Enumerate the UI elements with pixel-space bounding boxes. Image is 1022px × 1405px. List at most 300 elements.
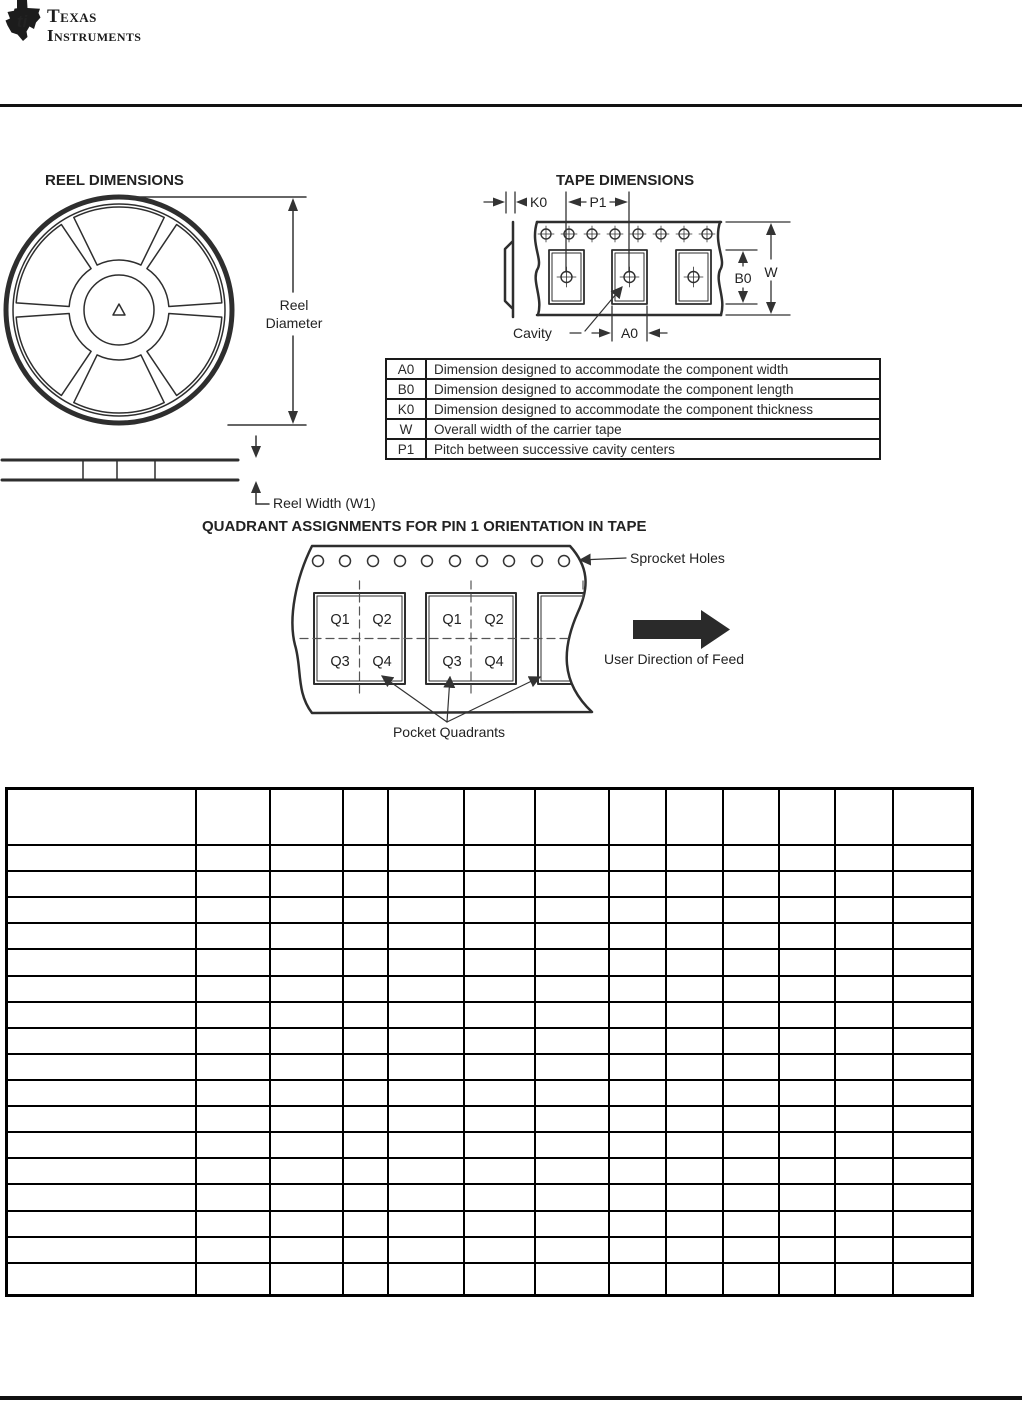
table-cell xyxy=(196,949,270,975)
table-cell xyxy=(464,1237,535,1263)
table-cell xyxy=(609,1054,666,1080)
table-cell xyxy=(7,1263,196,1296)
table-cell xyxy=(270,1132,343,1158)
table-cell xyxy=(196,1106,270,1132)
table-cell xyxy=(893,1002,973,1028)
table-cell xyxy=(835,789,893,846)
pocket1-q2: Q2 xyxy=(372,612,392,628)
p1-label: P1 xyxy=(589,194,607,210)
pocket1-q4: Q4 xyxy=(372,654,392,670)
table-cell xyxy=(464,976,535,1002)
table-cell xyxy=(723,1158,779,1184)
pocket-quadrants-label: Pocket Quadrants xyxy=(392,724,506,740)
table-cell xyxy=(270,976,343,1002)
table-cell xyxy=(464,1028,535,1054)
table-cell xyxy=(388,1184,464,1210)
table-cell xyxy=(723,1132,779,1158)
table-cell xyxy=(835,1211,893,1237)
table-cell xyxy=(464,1002,535,1028)
table-cell xyxy=(835,1184,893,1210)
table-cell xyxy=(666,845,723,871)
table-cell xyxy=(343,1080,388,1106)
table-cell xyxy=(535,1054,609,1080)
table-cell xyxy=(388,949,464,975)
reel-diameter-dimension xyxy=(120,197,306,425)
table-cell xyxy=(666,1106,723,1132)
table-cell xyxy=(270,1002,343,1028)
pocket1-q1: Q1 xyxy=(330,612,350,628)
table-cell xyxy=(7,871,196,897)
table-cell xyxy=(535,789,609,846)
legend-key: K0 xyxy=(386,399,426,419)
table-cell xyxy=(893,976,973,1002)
table-cell xyxy=(535,1106,609,1132)
reel-width-label: Reel Width (W1) xyxy=(273,495,376,511)
pocket2-q1: Q1 xyxy=(442,612,462,628)
table-row xyxy=(7,1237,973,1263)
cavity-pointer xyxy=(570,287,622,333)
table-cell xyxy=(270,1263,343,1296)
table-cell xyxy=(609,1106,666,1132)
table-cell xyxy=(535,1002,609,1028)
quadrant-title: QUADRANT ASSIGNMENTS FOR PIN 1 ORIENTATION IN TAPE xyxy=(202,518,647,535)
table-row xyxy=(7,871,973,897)
table-cell xyxy=(723,897,779,923)
table-cell xyxy=(7,1237,196,1263)
table-cell xyxy=(723,1054,779,1080)
legend-row xyxy=(386,439,880,459)
table-cell xyxy=(535,976,609,1002)
table-cell xyxy=(343,845,388,871)
feed-direction-arrow xyxy=(633,610,730,649)
table-cell xyxy=(388,845,464,871)
table-cell xyxy=(7,1028,196,1054)
table-cell xyxy=(270,1080,343,1106)
table-cell xyxy=(270,1237,343,1263)
table-cell xyxy=(609,1132,666,1158)
table-cell xyxy=(835,923,893,949)
table-header-row xyxy=(7,789,973,846)
table-row xyxy=(7,1132,973,1158)
legend-desc: Overall width of the carrier tape xyxy=(426,419,880,439)
table-cell xyxy=(893,1263,973,1296)
table-cell xyxy=(779,1002,835,1028)
tape-reel-table-body xyxy=(7,789,973,1296)
table-cell xyxy=(343,976,388,1002)
table-row xyxy=(7,845,973,871)
table-cell xyxy=(270,871,343,897)
table-cell xyxy=(464,789,535,846)
table-cell xyxy=(535,1184,609,1210)
table-cell xyxy=(666,871,723,897)
table-cell xyxy=(835,1054,893,1080)
table-cell xyxy=(893,1132,973,1158)
table-cell xyxy=(270,1054,343,1080)
table-cell xyxy=(388,897,464,923)
table-cell xyxy=(388,1028,464,1054)
pocket2-q4: Q4 xyxy=(484,654,504,670)
table-cell xyxy=(535,1132,609,1158)
table-cell xyxy=(196,1184,270,1210)
table-cell xyxy=(535,897,609,923)
table-cell xyxy=(835,1106,893,1132)
table-cell xyxy=(609,1237,666,1263)
table-cell xyxy=(7,897,196,923)
table-cell xyxy=(464,1054,535,1080)
legend-key: B0 xyxy=(386,379,426,399)
table-cell xyxy=(609,789,666,846)
quadrant-tape-outline xyxy=(292,546,592,713)
table-cell xyxy=(388,1158,464,1184)
table-cell xyxy=(7,1054,196,1080)
table-cell xyxy=(343,923,388,949)
table-cell xyxy=(723,923,779,949)
table-cell xyxy=(609,1002,666,1028)
table-cell xyxy=(609,1028,666,1054)
table-cell xyxy=(723,1080,779,1106)
table-cell xyxy=(779,923,835,949)
table-cell xyxy=(196,1054,270,1080)
table-cell xyxy=(723,1237,779,1263)
table-cell xyxy=(535,1028,609,1054)
table-cell xyxy=(196,789,270,846)
table-cell xyxy=(270,845,343,871)
table-cell xyxy=(464,1132,535,1158)
reel-diameter-label-2: Diameter xyxy=(265,315,323,331)
legend-key: W xyxy=(386,419,426,439)
ti-logo-glyph: ti xyxy=(16,12,28,31)
table-cell xyxy=(835,845,893,871)
reel-dimensions-title: REEL DIMENSIONS xyxy=(45,172,184,189)
table-cell xyxy=(343,1054,388,1080)
table-cell xyxy=(893,1184,973,1210)
table-cell xyxy=(535,1263,609,1296)
table-cell xyxy=(893,1237,973,1263)
table-cell xyxy=(835,1132,893,1158)
table-cell xyxy=(666,897,723,923)
table-cell xyxy=(464,1211,535,1237)
table-cell xyxy=(666,923,723,949)
table-cell xyxy=(343,789,388,846)
cavity-label: Cavity xyxy=(513,325,552,341)
table-cell xyxy=(666,1054,723,1080)
table-cell xyxy=(723,976,779,1002)
brand-line-2: Instruments xyxy=(47,26,142,45)
table-cell xyxy=(609,897,666,923)
table-cell xyxy=(666,1184,723,1210)
table-cell xyxy=(723,845,779,871)
table-cell xyxy=(196,897,270,923)
table-cell xyxy=(388,1080,464,1106)
table-cell xyxy=(535,1211,609,1237)
table-cell xyxy=(343,1028,388,1054)
table-cell xyxy=(609,949,666,975)
table-cell xyxy=(779,1158,835,1184)
table-cell xyxy=(270,1184,343,1210)
table-cell xyxy=(779,976,835,1002)
table-cell xyxy=(893,789,973,846)
table-cell xyxy=(893,871,973,897)
table-cell xyxy=(666,1002,723,1028)
table-cell xyxy=(609,871,666,897)
table-cell xyxy=(609,845,666,871)
table-cell xyxy=(779,1184,835,1210)
table-cell xyxy=(835,1002,893,1028)
table-cell xyxy=(893,845,973,871)
table-cell xyxy=(270,949,343,975)
table-cell xyxy=(893,1158,973,1184)
table-cell xyxy=(464,845,535,871)
table-cell xyxy=(666,976,723,1002)
sprocket-holes-row xyxy=(538,226,715,242)
table-cell xyxy=(270,1211,343,1237)
table-cell xyxy=(7,845,196,871)
b0-label: B0 xyxy=(734,270,752,286)
table-cell xyxy=(343,1184,388,1210)
table-cell xyxy=(270,897,343,923)
table-cell xyxy=(388,923,464,949)
table-cell xyxy=(609,1080,666,1106)
table-cell xyxy=(535,1080,609,1106)
table-cell xyxy=(779,845,835,871)
table-cell xyxy=(535,923,609,949)
table-cell xyxy=(196,1211,270,1237)
reel-side-view xyxy=(2,460,238,480)
tape-cavities xyxy=(549,250,711,304)
table-cell xyxy=(196,1237,270,1263)
table-cell xyxy=(464,949,535,975)
table-cell xyxy=(7,1106,196,1132)
sprocket-holes-pointer xyxy=(580,558,626,560)
table-cell xyxy=(196,845,270,871)
table-cell xyxy=(270,1158,343,1184)
legend-key: A0 xyxy=(386,359,426,379)
sprocket-holes-label: Sprocket Holes xyxy=(630,550,725,566)
table-cell xyxy=(343,949,388,975)
table-cell xyxy=(779,897,835,923)
table-cell xyxy=(270,789,343,846)
table-cell xyxy=(666,1080,723,1106)
w-label: W xyxy=(764,264,778,280)
pocket2-q3: Q3 xyxy=(442,654,462,670)
table-cell xyxy=(464,1184,535,1210)
footer-divider xyxy=(0,1396,1022,1400)
table-cell xyxy=(835,871,893,897)
table-cell xyxy=(388,789,464,846)
brand-line-1: Texas xyxy=(47,6,97,27)
table-cell xyxy=(7,923,196,949)
table-cell xyxy=(609,923,666,949)
table-row xyxy=(7,1106,973,1132)
k0-label: K0 xyxy=(530,194,548,210)
table-cell xyxy=(893,1106,973,1132)
table-cell xyxy=(464,923,535,949)
table-cell xyxy=(7,976,196,1002)
legend-desc: Pitch between successive cavity centers xyxy=(426,439,880,459)
reel-front-view xyxy=(6,197,232,423)
table-cell xyxy=(7,1080,196,1106)
table-cell xyxy=(535,845,609,871)
table-cell xyxy=(609,1158,666,1184)
table-cell xyxy=(196,1028,270,1054)
feed-direction-label: User Direction of Feed xyxy=(604,651,745,667)
table-cell xyxy=(779,1106,835,1132)
table-cell xyxy=(388,871,464,897)
table-cell xyxy=(609,1184,666,1210)
table-cell xyxy=(893,1080,973,1106)
table-cell xyxy=(893,1028,973,1054)
table-cell xyxy=(893,1054,973,1080)
table-cell xyxy=(835,1237,893,1263)
legend-row xyxy=(386,399,880,419)
legend-desc: Dimension designed to accommodate the component thickness xyxy=(426,399,880,419)
table-cell xyxy=(7,1184,196,1210)
table-cell xyxy=(835,1263,893,1296)
table-cell xyxy=(666,1132,723,1158)
table-cell xyxy=(464,1158,535,1184)
table-cell xyxy=(835,949,893,975)
table-cell xyxy=(779,1054,835,1080)
table-cell xyxy=(196,1132,270,1158)
table-cell xyxy=(343,897,388,923)
table-cell xyxy=(388,1237,464,1263)
table-cell xyxy=(7,1158,196,1184)
table-row xyxy=(7,1211,973,1237)
table-cell xyxy=(723,949,779,975)
table-cell xyxy=(666,949,723,975)
legend-row xyxy=(386,379,880,399)
table-cell xyxy=(343,1237,388,1263)
table-cell xyxy=(893,923,973,949)
table-cell xyxy=(835,1028,893,1054)
table-cell xyxy=(893,949,973,975)
table-row xyxy=(7,1158,973,1184)
legend-desc: Dimension designed to accommodate the component width xyxy=(426,359,880,379)
legend-key: P1 xyxy=(386,439,426,459)
table-cell xyxy=(388,1263,464,1296)
table-cell xyxy=(343,871,388,897)
table-cell xyxy=(835,1158,893,1184)
table-cell xyxy=(196,1158,270,1184)
table-row xyxy=(7,1028,973,1054)
reel-width-dimension xyxy=(251,436,269,504)
table-cell xyxy=(723,1184,779,1210)
pocket2-q2: Q2 xyxy=(484,612,504,628)
table-cell xyxy=(835,1080,893,1106)
table-cell xyxy=(7,1132,196,1158)
table-cell xyxy=(270,1028,343,1054)
table-cell xyxy=(535,949,609,975)
table-cell xyxy=(723,789,779,846)
table-cell xyxy=(343,1002,388,1028)
w-dimension xyxy=(726,222,790,315)
table-cell xyxy=(666,1211,723,1237)
table-cell xyxy=(609,1211,666,1237)
table-cell xyxy=(666,1237,723,1263)
table-cell xyxy=(196,1080,270,1106)
table-row xyxy=(7,923,973,949)
a0-label: A0 xyxy=(620,325,639,341)
table-cell xyxy=(535,871,609,897)
table-cell xyxy=(535,1158,609,1184)
table-cell xyxy=(388,1132,464,1158)
table-row xyxy=(7,1002,973,1028)
table-cell xyxy=(464,1263,535,1296)
table-cell xyxy=(723,1211,779,1237)
table-cell xyxy=(464,1106,535,1132)
table-cell xyxy=(779,1028,835,1054)
legend-row xyxy=(386,359,880,379)
table-cell xyxy=(464,1080,535,1106)
table-cell xyxy=(666,789,723,846)
table-cell xyxy=(779,1263,835,1296)
table-row xyxy=(7,897,973,923)
table-cell xyxy=(779,1132,835,1158)
tape-edge-profile xyxy=(505,222,513,317)
table-row xyxy=(7,1263,973,1296)
table-cell xyxy=(835,897,893,923)
table-cell xyxy=(835,976,893,1002)
table-cell xyxy=(7,1002,196,1028)
table-cell xyxy=(7,789,196,846)
table-cell xyxy=(779,949,835,975)
table-cell xyxy=(464,897,535,923)
table-cell xyxy=(388,1106,464,1132)
table-cell xyxy=(196,1002,270,1028)
table-cell xyxy=(270,1106,343,1132)
table-row xyxy=(7,949,973,975)
table-cell xyxy=(666,1263,723,1296)
table-cell xyxy=(196,1263,270,1296)
table-cell xyxy=(723,1028,779,1054)
table-cell xyxy=(7,1211,196,1237)
table-row xyxy=(7,1054,973,1080)
tape-dimensions-title: TAPE DIMENSIONS xyxy=(556,172,695,189)
table-cell xyxy=(388,1054,464,1080)
table-cell xyxy=(535,1237,609,1263)
table-cell xyxy=(343,1211,388,1237)
table-row xyxy=(7,1080,973,1106)
tape-legend-table xyxy=(385,358,881,460)
table-cell xyxy=(343,1263,388,1296)
table-cell xyxy=(7,949,196,975)
tape-reel-table xyxy=(5,787,974,1297)
table-cell xyxy=(779,871,835,897)
table-cell xyxy=(343,1132,388,1158)
legend-desc: Dimension designed to accommodate the component length xyxy=(426,379,880,399)
pocket1-q3: Q3 xyxy=(330,654,350,670)
table-cell xyxy=(723,1263,779,1296)
k0-dimension xyxy=(484,192,527,213)
table-cell xyxy=(666,1028,723,1054)
table-cell xyxy=(270,923,343,949)
table-cell xyxy=(723,1106,779,1132)
table-cell xyxy=(609,976,666,1002)
table-cell xyxy=(723,1002,779,1028)
table-cell xyxy=(893,897,973,923)
table-cell xyxy=(464,871,535,897)
table-cell xyxy=(196,871,270,897)
reel-diameter-label-1: Reel xyxy=(279,297,309,313)
table-cell xyxy=(723,871,779,897)
table-row xyxy=(7,1184,973,1210)
table-cell xyxy=(343,1106,388,1132)
table-cell xyxy=(343,1158,388,1184)
table-cell xyxy=(388,976,464,1002)
table-cell xyxy=(779,1237,835,1263)
table-cell xyxy=(388,1002,464,1028)
table-cell xyxy=(196,923,270,949)
